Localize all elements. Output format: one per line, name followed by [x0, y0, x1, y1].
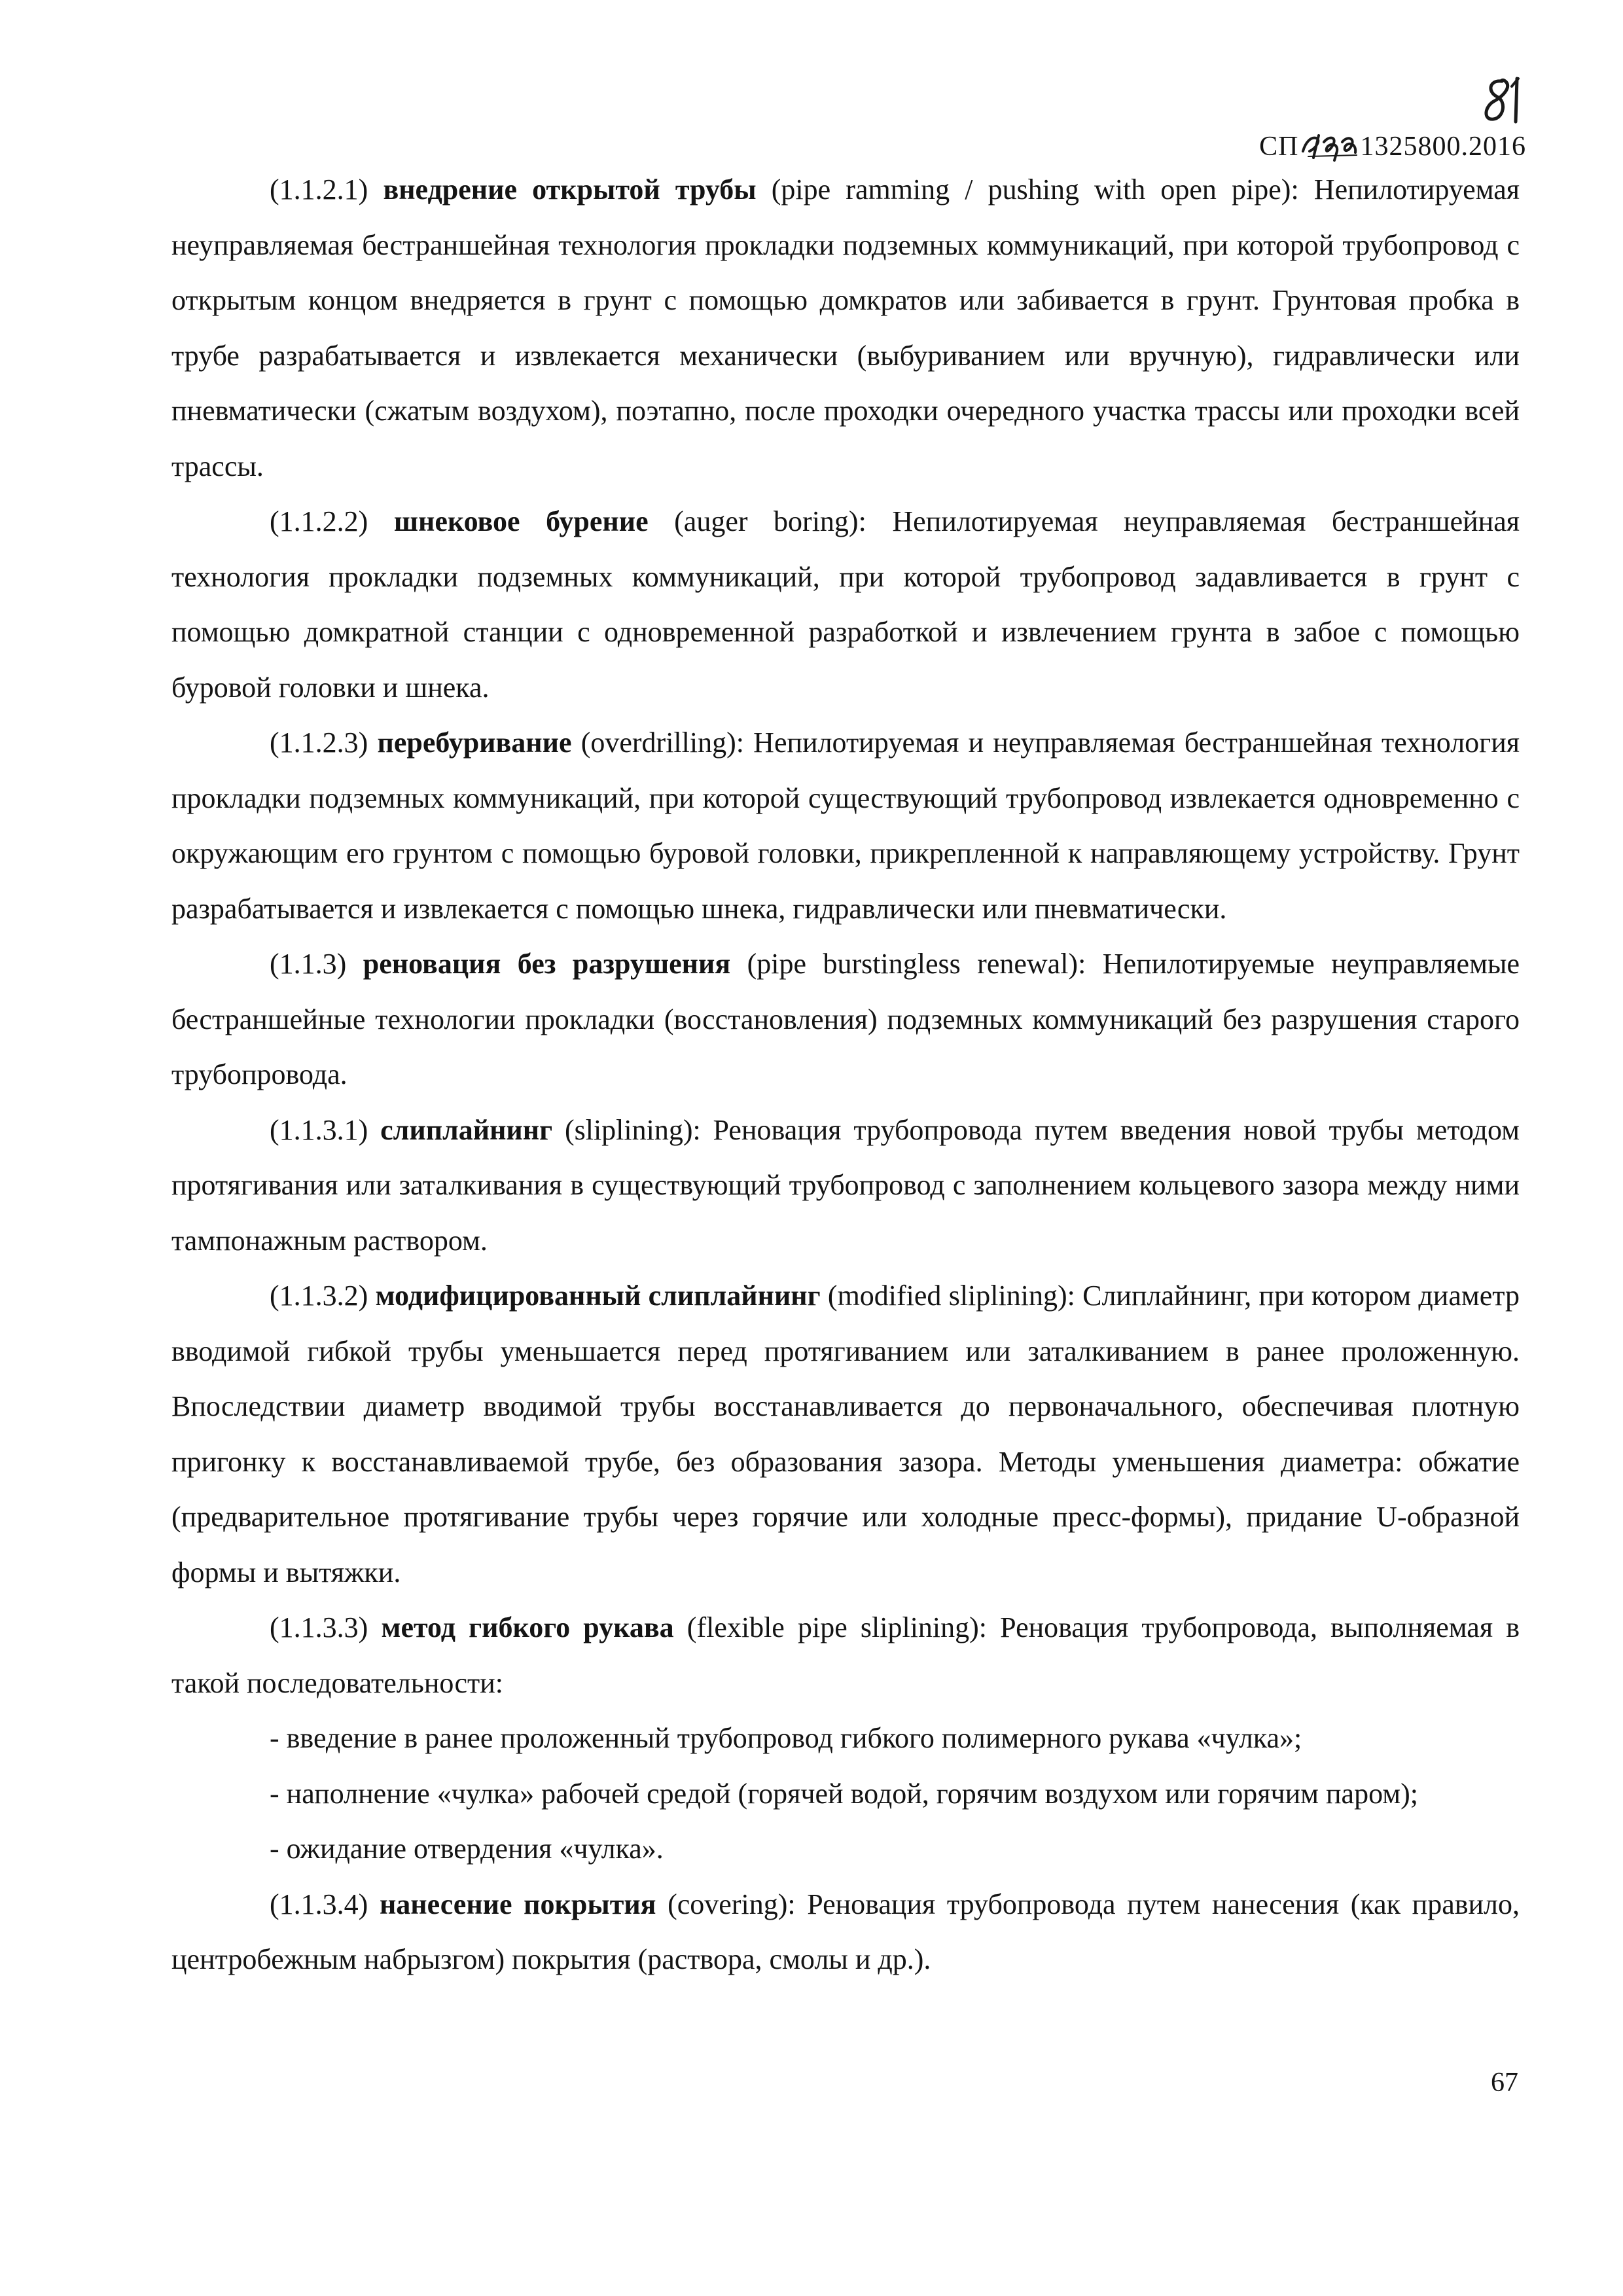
doc-code-suffix: 1325800.2016 [1360, 132, 1526, 162]
term: шнековое бурение [393, 505, 649, 537]
definition-paragraph [171, 1103, 1520, 1269]
clause-number: (1.1.3.3) [270, 1611, 368, 1643]
term: слиплайнинг [380, 1113, 553, 1146]
doc-code-prefix: СП [1259, 132, 1299, 162]
clause-number: (1.1.3.1) [270, 1113, 368, 1146]
definition-text: (modified sliplining): Слиплайнинг, при котором диаметр вводимой гибкой трубы уменьшается перед протягиванием или заталкиванием в ранее проложенную. Впоследствии диаметр вводимой трубы восстанавливается до первоначального, обеспечивая плотную пригонку к восстанавливаемой трубе, без образования зазора. Методы уменьшения диаметра: обжатие (предварительное протягивание трубы через горячие или холодные пресс-формы), придание U-образной формы и вытяжки. [171, 1280, 1520, 1588]
clause-number: (1.1.3) [270, 948, 347, 980]
definition-paragraph [171, 1268, 1520, 1600]
definition-paragraph [171, 162, 1520, 494]
clause-number: (1.1.3.4) [270, 1888, 368, 1920]
term: нанесение покрытия [379, 1888, 656, 1920]
handwritten-page-mark [1475, 72, 1534, 131]
definition-text: (flexible pipe sliplining): Реновация трубопровода, выполняемая в такой последовательности: [171, 1611, 1520, 1699]
definition-text: (covering): Реновация трубопровода путем нанесения (как правило, центробежным набрызгом) покрытия (раствора, смолы и др.). [171, 1888, 1520, 1975]
list-item: - наполнение «чулка» рабочей средой (горячей водой, горячим воздухом или горячим паром); [270, 1777, 1418, 1810]
clause-number: (1.1.2.2) [270, 505, 368, 537]
definition-text: (pipe ramming / pushing with open pipe): Непилотируемая неуправляемая бестраншейная технология прокладки подземных коммуникаций, при которой трубопровод с открытым концом внедряется в грунт с помощью домкратов или забивается в грунт. Грунтовая пробка в трубе разрабатывается и извлекается механически (выбуриванием или вручную), гидравлически или пневматически (сжатым воздухом), поэтапно, после проходки очередного участка трассы или проходки всей трассы. [171, 173, 1520, 482]
definition-paragraph [171, 494, 1520, 715]
list-item: - введение в ранее проложенный трубопровод гибкого полимерного рукава «чулка»; [270, 1722, 1302, 1754]
list-item: - ожидание отвердения «чулка». [270, 1833, 664, 1865]
term: метод гибкого рукава [381, 1611, 674, 1643]
definition-text: (overdrilling): Непилотируемая и неуправляемая бестраншейная технология прокладки подземных коммуникаций, при которой существующий трубопровод извлекается одновременно с окружающим его грунтом с помощью буровой головки, прикрепленной к направляющему устройству. Грунт разрабатывается и извлекается с помощью шнека, гидравлически или пневматически. [171, 726, 1520, 925]
clause-number: (1.1.3.2) [270, 1280, 368, 1312]
definition-paragraph [171, 715, 1520, 937]
term: перебуривание [377, 726, 572, 759]
definition-text: (auger boring): Непилотируемая неуправляемая бестраншейная технология прокладки подземных коммуникаций, при которой трубопровод задавливается в грунт с помощью домкратной станции с одновременной разработкой и извлечением грунта в забое с помощью буровой головки и шнека. [171, 505, 1520, 704]
definition-paragraph [171, 937, 1520, 1103]
document-body [171, 162, 1520, 1988]
term: модифицированный слиплайнинг [375, 1280, 821, 1312]
clause-number: (1.1.2.3) [270, 726, 368, 759]
document-code [1259, 131, 1526, 162]
definition-paragraph [171, 1877, 1520, 1988]
term: реновация без разрушения [363, 948, 731, 980]
clause-number: (1.1.2.1) [270, 173, 368, 206]
term: внедрение открытой трубы [383, 173, 757, 206]
handwritten-number-overwrite [1299, 133, 1361, 159]
page-number: 67 [1491, 2068, 1518, 2098]
definition-text: (sliplining): Реновация трубопровода путем введения новой трубы методом протягивания или заталкивания в существующий трубопровод с заполнением кольцевого зазора между ними тампонажным раствором. [171, 1113, 1520, 1257]
definition-text: (pipe burstingless renewal): Непилотируемые неуправляемые бестраншейные технологии прокладки (восстановления) подземных коммуникаций без разрушения старого трубопровода. [171, 948, 1520, 1090]
definition-paragraph [171, 1600, 1520, 1711]
